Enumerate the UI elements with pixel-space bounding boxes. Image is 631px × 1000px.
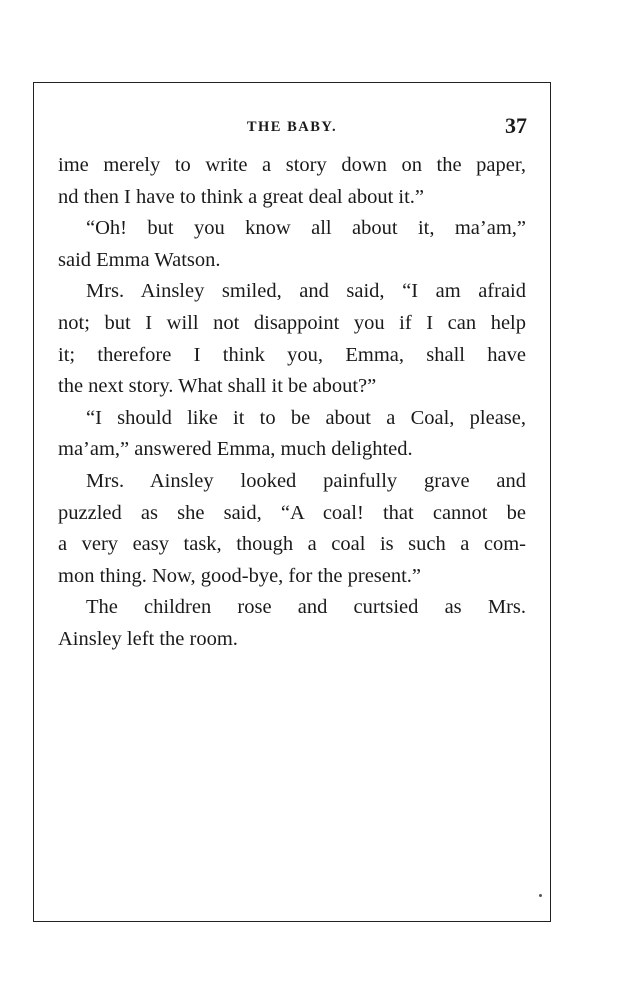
text-line: “Oh! but you know all about it, ma’am,” [86, 217, 526, 240]
text-line: a very easy task, though a coal is such a com- [58, 533, 526, 556]
text-line: the next story. What shall it be about?” [58, 375, 377, 398]
text-line: it; therefore I think you, Emma, shall have [58, 343, 526, 366]
text-line: puzzled as she said, “A coal! that cannot be [58, 501, 526, 524]
text-line: Mrs. Ainsley smiled, and said, “I am afraid [86, 280, 526, 303]
text-line: not; but I will not disappoint you if I can help [58, 311, 526, 334]
text-line: Mrs. Ainsley looked painfully grave and [86, 469, 526, 492]
body-text [58, 150, 526, 656]
text-line: “I should like it to be about a Coal, please, [86, 406, 526, 429]
text-line: nd then I have to think a great deal about it.” [58, 185, 425, 208]
text-line: ime merely to write a story down on the paper, [58, 154, 526, 176]
text-line: said Emma Watson. [58, 248, 221, 271]
text-line: The children rose and curtsied as Mrs. [86, 596, 526, 619]
page-number: 37 [505, 113, 527, 138]
text-line: ma’am,” answered Emma, much delighted. [58, 438, 413, 461]
running-head-title: THE BABY. [246, 119, 338, 135]
ink-speck [539, 894, 542, 897]
text-line: Ainsley left the room. [58, 627, 238, 650]
text-line: mon thing. Now, good-bye, for the present.” [58, 564, 422, 587]
running-head [33, 113, 551, 143]
